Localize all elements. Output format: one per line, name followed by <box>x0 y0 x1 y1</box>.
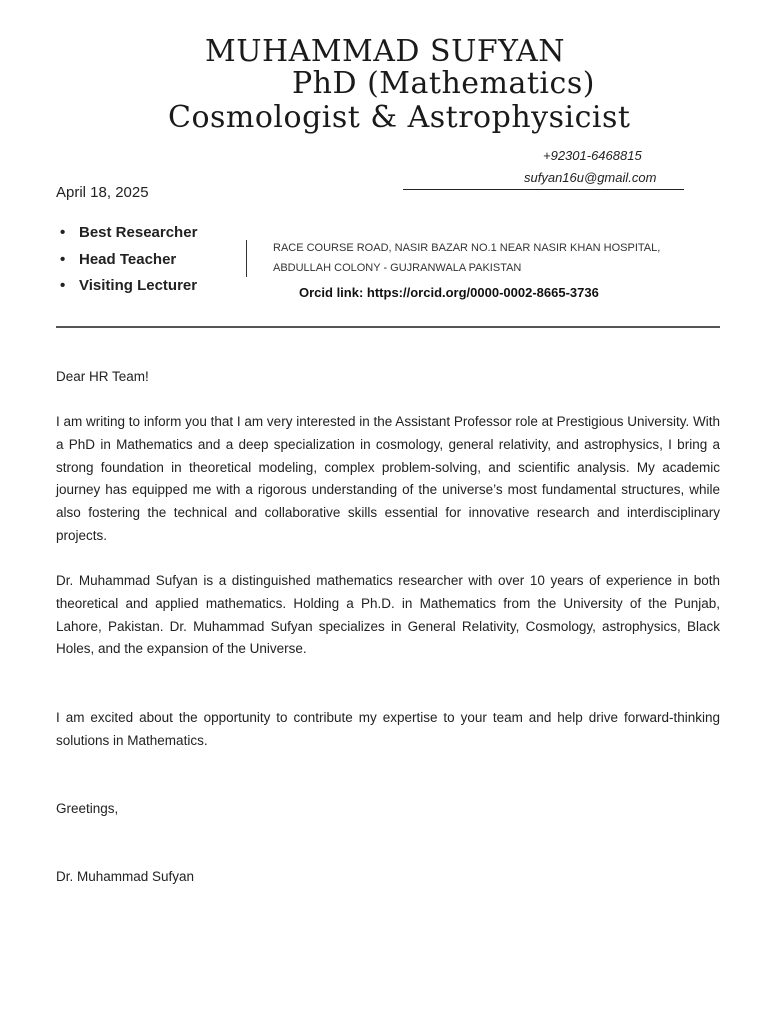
role-item <box>60 273 197 300</box>
bullet-icon: • <box>60 224 66 241</box>
letter-closing: Greetings, <box>56 801 119 816</box>
letter-paragraph-1: I am writing to inform you that I am very interested in the Assistant Professor role at Prestigious University. With a PhD in Mathematics and a deep specialization in cosmology, general relativity, and astrophysics, I bring a strong foundation in theoretical modeling, complex problem-solving, and scientific analysis. My academic journey has equipped me with a rigorous understanding of the universe’s most fundamental structures, while also fostering the technical and collaborative skills essential for innovative research and interdisciplinary projects. <box>56 414 720 543</box>
letter-signature: Dr. Muhammad Sufyan <box>56 869 195 884</box>
role-label: Head Teacher <box>79 250 177 268</box>
address-line-1: RACE COURSE ROAD, NASIR BAZAR NO.1 NEAR NASIR KHAN HOSPITAL, <box>273 242 661 254</box>
vertical-divider <box>246 240 247 277</box>
role-item <box>60 247 197 274</box>
letter-greeting: Dear HR Team! <box>56 369 149 384</box>
letter-date: April 18, 2025 <box>56 184 149 201</box>
roles-list <box>60 220 197 300</box>
letter-paragraph-3: I am excited about the opportunity to contribute my expertise to your team and help drive forward-thinking solutions in Mathematics. <box>56 710 720 748</box>
contact-divider <box>403 189 684 190</box>
header-divider <box>56 326 720 328</box>
letter-paragraph-2: Dr. Muhammad Sufyan is a distinguished mathematics researcher with over 10 years of experience in both theoretical and applied mathematics. Holding a Ph.D. in Mathematics from the University of the Punjab, Lahore, Pakistan. Dr. Muhammad Sufyan specializes in General Relativity, Cosmology, astrophysics, Black Holes, and the expansion of the Universe. <box>56 573 720 657</box>
role-item <box>60 220 197 247</box>
address-line-2: ABDULLAH COLONY - GUJRANWALA PAKISTAN <box>273 262 522 274</box>
role-label: Best Researcher <box>79 224 198 241</box>
applicant-degree: PhD (Mathematics) <box>292 66 595 101</box>
applicant-title: Cosmologist & Astrophysicist <box>168 100 631 135</box>
orcid-link: Orcid link: https://orcid.org/0000-0002-8665-3736 <box>299 285 599 300</box>
bullet-icon: • <box>60 250 66 268</box>
role-label: Visiting Lecturer <box>79 277 198 294</box>
phone-number: +92301-6468815 <box>543 148 642 163</box>
bullet-icon: • <box>60 277 66 294</box>
applicant-name: MUHAMMAD SUFYAN <box>205 34 566 69</box>
email-address: sufyan16u@gmail.com <box>524 170 657 185</box>
